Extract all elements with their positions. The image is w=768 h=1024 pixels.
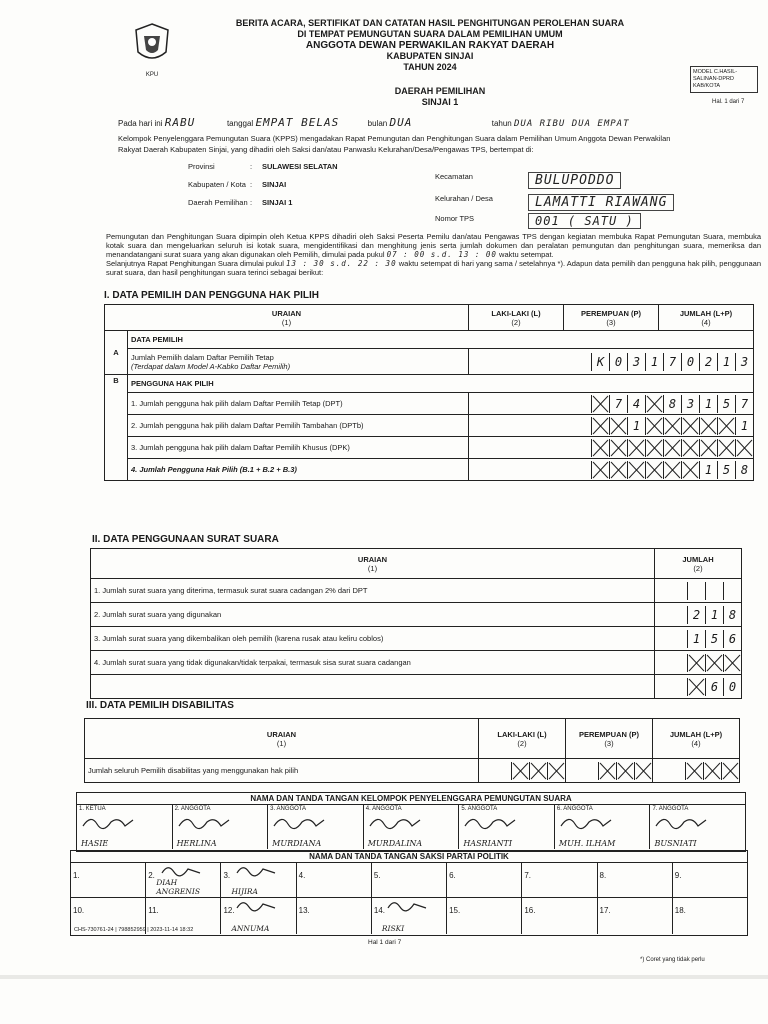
digit-cell: 7 xyxy=(663,353,681,371)
saksi-cell xyxy=(146,863,221,897)
s3-perempuan-values xyxy=(566,759,653,783)
saksi-number: 8. xyxy=(599,871,607,880)
kecamatan-label: Kecamatan xyxy=(435,172,473,181)
digit-cell: 2 xyxy=(687,606,705,624)
crossed-cell xyxy=(705,654,723,672)
saksi-cell xyxy=(673,863,747,897)
kpps-signature-block xyxy=(76,792,746,852)
crossed-cell xyxy=(591,461,609,479)
digit-cell: K xyxy=(591,353,609,371)
s2-row-4-values xyxy=(655,651,742,675)
procedure-p2-time: 13 : 30 s.d. 22 : 30 xyxy=(286,259,397,268)
digit-cell xyxy=(723,582,741,600)
procedure-p1-end: waktu setempat. xyxy=(499,250,554,259)
saksi-number: 18. xyxy=(674,906,686,915)
tps-label: Nomor TPS xyxy=(435,214,475,223)
digit-cell: 5 xyxy=(717,395,735,413)
crossed-cell xyxy=(681,417,699,435)
s2-row-2: 2. Jumlah surat suara yang digunakan xyxy=(91,603,655,627)
saksi-number: 5. xyxy=(373,871,381,880)
signature-mark xyxy=(366,812,457,834)
saksi-cell xyxy=(522,863,597,897)
s3-perempuan: PEREMPUAN (P) xyxy=(578,729,639,739)
title-line-5: TAHUN 2024 xyxy=(403,62,457,72)
digit-cell: 1 xyxy=(717,353,735,371)
dapil-title: DAERAH PEMILIHAN xyxy=(394,86,486,96)
procedure-text xyxy=(106,232,761,277)
date-label: tanggal xyxy=(226,119,254,128)
year-value: DUA RIBU DUA EMPAT xyxy=(513,119,630,129)
s1-b-row-1: 1. Jumlah pengguna hak pilih dalam Daftar Pemilih Tetap (DPT) xyxy=(128,393,469,415)
crossed-cell xyxy=(687,654,705,672)
kpps-member-role: 7. ANGGOTA xyxy=(652,806,689,812)
day-prefix: Pada hari ini xyxy=(118,119,163,128)
digit-cell xyxy=(705,582,723,600)
s3-jumlah-values xyxy=(653,759,740,783)
procedure-p2: Selanjutnya Rapat Penghitungan Suara dimulai pukul xyxy=(106,259,284,268)
s1-b-row-2-values xyxy=(469,415,754,437)
tps-value: 001 ( SATU ) xyxy=(528,213,641,229)
kpps-member-cell xyxy=(173,805,269,849)
crossed-cell xyxy=(681,461,699,479)
kpps-member-role: 5. ANGGOTA xyxy=(461,806,498,812)
day-value: RABU xyxy=(164,116,196,129)
kpps-member-cell xyxy=(459,805,555,849)
intro-line-2: Kelompok Penyelenggara Pemungutan Suara (KPPS) mengadakan Rapat Pemungutan dan Penghitungan Suara dalam Pemilihan Umum Anggota Dewan Perwakilan xyxy=(118,134,671,143)
saksi-name: ANNUMA xyxy=(231,924,270,933)
s1-a-row-label: Jumlah Pemilih dalam Daftar Pemilih Tetap xyxy=(131,352,274,362)
kpps-member-name: MURDIANA xyxy=(272,839,322,848)
kabupaten-label: Kabupaten / Kota xyxy=(188,180,246,189)
digit-cell: 5 xyxy=(705,630,723,648)
dapil-header xyxy=(370,86,510,108)
digit-cell: 3 xyxy=(681,395,699,413)
s1-a-title: DATA PEMILIH xyxy=(128,331,754,349)
saksi-number: 14. xyxy=(373,906,385,915)
s1-b-row-3-values xyxy=(469,437,754,459)
model-line-3: KAB/KOTA xyxy=(693,83,721,89)
procedure-p1: Pemungutan dan Penghitungan Suara dipimpin oleh Ketua KPPS dihadiri oleh Saksi Peserta Pemilu dan/atau Pengawas TPS dengan kegiatan membuka Rapat Pemungutan Suara, membuka kotak suara dan mengeluarkan seluruh isi kotak suara, mengidentifikasi dan menghitung jenis serta jumlah dokumen dan peralatan pemungutan dan penghitungan suara, memeriksa dan menandatangani surat suara yang akan digunakan oleh Pemilih, dimulai pada pukul xyxy=(106,232,761,259)
signature-mark xyxy=(233,863,283,882)
s1-b-row-4-values xyxy=(469,459,754,481)
kpu-logo xyxy=(132,22,172,78)
crossed-cell xyxy=(609,417,627,435)
digit-cell: 1 xyxy=(627,417,645,435)
digit-cell: 6 xyxy=(705,678,723,696)
s2-jumlah-header xyxy=(655,549,742,579)
s1-b-row-2: 2. Jumlah pengguna hak pilih dalam Daftar Pemilih Tambahan (DPTb) xyxy=(128,415,469,437)
procedure-p2-end: waktu setempat di hari yang sama / setelahnya *). Adapun data pemilih dan pengguna hak pilih, penggunaan surat suara, dan hasil penghitungan suara terinci sebagai berikut: xyxy=(106,259,761,277)
s1-perempuan-header xyxy=(564,305,659,331)
s1-jumlah: JUMLAH (L+P) xyxy=(679,308,733,318)
kecamatan-value: BULUPODDO xyxy=(528,172,621,189)
digit-cell: 1 xyxy=(735,417,753,435)
kelurahan-value: LAMATTI RIAWANG xyxy=(528,194,674,211)
crossed-cell xyxy=(547,762,565,780)
crossed-cell xyxy=(616,762,634,780)
model-line-2: SALINAN-DPRD xyxy=(693,76,734,82)
saksi-cell xyxy=(598,863,673,897)
s3-row: Jumlah seluruh Pemilih disabilitas yang menggunakan hak pilih xyxy=(85,759,479,783)
provinsi-value: SULAWESI SELATAN xyxy=(262,162,338,171)
kpps-member-cell xyxy=(555,805,651,849)
crossed-cell xyxy=(591,439,609,457)
saksi-number: 16. xyxy=(524,906,536,915)
crossed-cell xyxy=(598,762,616,780)
saksi-cell xyxy=(221,863,296,897)
crossed-cell xyxy=(663,461,681,479)
crossed-cell xyxy=(699,417,717,435)
crossed-cell xyxy=(645,395,663,413)
saksi-name: HIJIRA xyxy=(231,887,258,896)
saksi-number: 1. xyxy=(73,871,80,880)
crossed-cell xyxy=(609,461,627,479)
colon: : xyxy=(250,198,253,207)
s3-uraian: URAIAN xyxy=(266,729,297,739)
s2-uraian-header xyxy=(91,549,655,579)
digit-cell: 1 xyxy=(699,395,717,413)
digit-cell: 0 xyxy=(681,353,699,371)
dapil-label: Daerah Pemilihan xyxy=(188,198,248,207)
dapil-value: SINJAI 1 xyxy=(421,97,459,107)
signature-mark xyxy=(175,812,266,834)
digit-cell: 4 xyxy=(627,395,645,413)
section-3-table xyxy=(84,718,740,783)
s1-b-row-4: 4. Jumlah Pengguna Hak Pilih (B.1 + B.2 + B.3) xyxy=(128,459,469,481)
saksi-cell xyxy=(673,898,747,934)
crossed-cell xyxy=(681,439,699,457)
crossed-cell xyxy=(627,439,645,457)
saksi-signature-block xyxy=(70,850,748,936)
title-line-4: KABUPATEN SINJAI xyxy=(386,51,474,61)
crossed-cell xyxy=(645,417,663,435)
saksi-number: 11. xyxy=(148,906,159,915)
kelurahan-label: Kelurahan / Desa xyxy=(435,194,493,203)
s3-laki-header xyxy=(479,719,566,759)
saksi-number: 3. xyxy=(223,871,231,880)
crossed-cell xyxy=(645,439,663,457)
kpps-member-name: BUSNIATI xyxy=(654,839,697,848)
s1-uraian-header xyxy=(105,305,469,331)
kpps-member-name: MUH. ILHAM xyxy=(558,839,616,848)
digit-cell: 8 xyxy=(723,606,741,624)
kpps-member-cell xyxy=(364,805,460,849)
saksi-cell xyxy=(221,898,296,934)
s3-uraian-header xyxy=(85,719,479,759)
digit-cell: 5 xyxy=(717,461,735,479)
signature-mark xyxy=(233,898,283,917)
s2-row-2-values xyxy=(655,603,742,627)
saksi-number: 13. xyxy=(298,906,310,915)
s3-jumlah: JUMLAH (L+P) xyxy=(669,729,723,739)
crossed-cell xyxy=(645,461,663,479)
s3-perempuan-n: (3) xyxy=(604,738,614,748)
digit-cell: 0 xyxy=(723,678,741,696)
s1-a-values xyxy=(469,349,754,375)
saksi-cell xyxy=(71,863,146,897)
saksi-cell xyxy=(598,898,673,934)
kpps-member-role: 3. ANGGOTA xyxy=(270,806,307,812)
section-2-title: II. DATA PENGGUNAAN SURAT SUARA xyxy=(92,534,279,545)
kabupaten-value: SINJAI xyxy=(262,180,287,189)
intro-line-1 xyxy=(118,116,758,129)
s2-row-5 xyxy=(91,675,655,699)
colon: : xyxy=(250,162,253,171)
crossed-cell xyxy=(663,439,681,457)
kpps-member-name: HERLINA xyxy=(176,839,217,848)
kpps-member-cell xyxy=(650,805,745,849)
title-line-1: BERITA ACARA, SERTIFIKAT DAN CATATAN HASIL PENGHITUNGAN PEROLEHAN SUARA xyxy=(235,18,625,28)
s3-jumlah-header xyxy=(653,719,740,759)
digit-cell: 7 xyxy=(609,395,627,413)
s3-jumlah-n: (4) xyxy=(691,738,701,748)
crossed-cell xyxy=(609,439,627,457)
kpps-member-role: 1. KETUA xyxy=(79,806,106,812)
s1-b-row-1-values xyxy=(469,393,754,415)
s1-perempuan-n: (3) xyxy=(606,317,616,327)
kpps-title: NAMA DAN TANDA TANGAN KELOMPOK PENYELENGGARA PEMUNGUTAN SUARA xyxy=(77,793,745,805)
signature-mark xyxy=(79,812,170,834)
model-line-1: MODEL C.HASIL- xyxy=(693,69,738,75)
saksi-number: 7. xyxy=(524,871,531,880)
provinsi-label: Provinsi xyxy=(188,162,215,171)
signature-mark xyxy=(384,898,434,917)
s1-b-title: PENGGUNA HAK PILIH xyxy=(128,375,754,393)
month-value: DUA xyxy=(389,116,413,129)
digit-cell: 7 xyxy=(735,395,753,413)
saksi-number: 2. xyxy=(148,871,155,880)
s2-uraian: URAIAN xyxy=(357,554,388,564)
digit-cell: 3 xyxy=(735,353,753,371)
saksi-number: 6. xyxy=(449,871,456,880)
saksi-cell xyxy=(447,898,522,934)
digit-cell: 8 xyxy=(735,461,753,479)
s2-row-1: 1. Jumlah surat suara yang diterima, termasuk surat suara cadangan 2% dari DPT xyxy=(91,579,655,603)
page-ref: Hal. 1 dari 7 xyxy=(712,99,745,105)
signature-mark xyxy=(557,812,648,834)
crossed-cell xyxy=(529,762,547,780)
s1-b-row-3: 3. Jumlah pengguna hak pilih dalam Daftar Pemilih Khusus (DPK) xyxy=(128,437,469,459)
s2-row-1-values xyxy=(655,579,742,603)
kpps-member-name: MURDALINA xyxy=(367,839,423,848)
digit-cell: 1 xyxy=(699,461,717,479)
crossed-cell xyxy=(721,762,739,780)
s1-jumlah-header xyxy=(659,305,754,331)
s3-perempuan-header xyxy=(566,719,653,759)
section-2-table xyxy=(90,548,742,699)
crossed-cell xyxy=(717,417,735,435)
s2-col1: (1) xyxy=(367,563,378,573)
kpps-member-cell xyxy=(77,805,173,849)
document-title xyxy=(200,18,660,73)
kpps-member-role: 2. ANGGOTA xyxy=(174,806,211,812)
colon: : xyxy=(250,180,253,189)
date-value: EMPAT BELAS xyxy=(255,116,340,129)
crossed-cell xyxy=(591,395,609,413)
s3-laki-n: (2) xyxy=(517,738,527,748)
saksi-cell xyxy=(297,898,372,934)
crossed-cell xyxy=(591,417,609,435)
digit-cell: 1 xyxy=(705,606,723,624)
month-label: bulan xyxy=(367,119,388,128)
title-line-3: ANGGOTA DEWAN PERWAKILAN RAKYAT DAERAH xyxy=(305,40,555,51)
digit-cell: 1 xyxy=(645,353,663,371)
s1-uraian: URAIAN xyxy=(271,308,302,318)
s1-col1: (1) xyxy=(281,317,292,327)
signature-mark xyxy=(461,812,552,834)
saksi-number: 4. xyxy=(298,871,306,880)
model-box xyxy=(690,66,758,93)
saksi-name: RISKI xyxy=(381,924,405,933)
saksi-cell xyxy=(522,898,597,934)
logo-caption: KPU xyxy=(145,72,159,78)
s2-jumlah: JUMLAH xyxy=(682,554,714,564)
footer-note: *) Coret yang tidak perlu xyxy=(640,957,705,963)
digit-cell: 3 xyxy=(627,353,645,371)
crossed-cell xyxy=(663,417,681,435)
intro-line-3: Rakyat Daerah Kabupaten Sinjai, yang dihadiri oleh Saksi dan/atau Panwaslu Kelurahan/Desa/Pengawas TPS, bertempat di: xyxy=(118,145,534,154)
s1-perempuan: PEREMPUAN (P) xyxy=(580,308,641,318)
section-1-table xyxy=(104,304,754,481)
s1-jumlah-n: (4) xyxy=(701,317,711,327)
crossed-cell xyxy=(634,762,652,780)
s3-laki: LAKI-LAKI (L) xyxy=(497,729,547,739)
footer-page: Hal 1 dari 7 xyxy=(368,939,402,946)
s2-row-3-values xyxy=(655,627,742,651)
digit-cell xyxy=(687,582,705,600)
s1-a-row xyxy=(128,349,469,375)
saksi-name: DIAH ANGRENIS xyxy=(156,878,200,896)
title-line-2: DI TEMPAT PEMUNGUTAN SUARA DALAM PEMILIHAN UMUM xyxy=(297,29,563,39)
saksi-cell xyxy=(372,863,447,897)
kpps-member-role: 6. ANGGOTA xyxy=(556,806,593,812)
crossed-cell xyxy=(685,762,703,780)
saksi-cell xyxy=(447,863,522,897)
saksi-number: 10. xyxy=(73,906,85,915)
digit-cell: 6 xyxy=(723,630,741,648)
digit-cell: 0 xyxy=(609,353,627,371)
crossed-cell xyxy=(699,439,717,457)
saksi-cell xyxy=(297,863,372,897)
kpps-member-name: HASRIANTI xyxy=(463,839,513,848)
s1-a-label: A xyxy=(105,331,128,375)
s2-row-5-values xyxy=(655,675,742,699)
signature-mark xyxy=(652,812,743,834)
s1-laki-header xyxy=(469,305,564,331)
s1-b-label: B xyxy=(105,375,128,481)
dapil-loc-value: SINJAI 1 xyxy=(262,198,293,207)
s3-col1: (1) xyxy=(276,738,287,748)
kpps-member-name: HASIE xyxy=(81,839,109,848)
crossed-cell xyxy=(735,439,753,457)
s2-row-3: 3. Jumlah surat suara yang dikembalikan oleh pemilih (karena rusak atau keliru coblos) xyxy=(91,627,655,651)
crossed-cell xyxy=(723,654,741,672)
crossed-cell xyxy=(511,762,529,780)
digit-cell: 2 xyxy=(699,353,717,371)
saksi-number: 9. xyxy=(674,871,682,880)
signature-mark xyxy=(270,812,361,834)
year-label: tahun xyxy=(491,119,512,128)
s1-laki-n: (2) xyxy=(511,317,521,327)
s3-laki-values xyxy=(479,759,566,783)
kpps-member-role: 4. ANGGOTA xyxy=(365,806,402,812)
crossed-cell xyxy=(703,762,721,780)
section-3-title: III. DATA PEMILIH DISABILITAS xyxy=(86,700,234,711)
footer-code: CHS-730761-24 | 798852959 | 2023-11-14 18:32 xyxy=(74,927,194,933)
section-1-title: I. DATA PEMILIH DAN PENGGUNA HAK PILIH xyxy=(104,290,319,301)
crossed-cell xyxy=(627,461,645,479)
saksi-title: NAMA DAN TANDA TANGAN SAKSI PARTAI POLITIK xyxy=(71,851,747,863)
scan-edge xyxy=(0,975,768,979)
digit-cell: 1 xyxy=(687,630,705,648)
saksi-number: 12. xyxy=(223,906,235,915)
s2-row-4: 4. Jumlah surat suara yang tidak digunakan/tidak terpakai, termasuk sisa surat suara cadangan xyxy=(91,651,655,675)
s2-jumlah-n: (2) xyxy=(693,563,703,573)
digit-cell: 8 xyxy=(663,395,681,413)
procedure-p1-time: 07 : 00 s.d. 13 : 00 xyxy=(386,250,497,259)
saksi-cell xyxy=(372,898,447,934)
kpps-member-cell xyxy=(268,805,364,849)
s1-laki: LAKI-LAKI (L) xyxy=(491,308,541,318)
crossed-cell xyxy=(687,678,705,696)
s1-a-row-note: (Terdapat dalam Model A-Kabko Daftar Pemilih) xyxy=(131,361,291,371)
saksi-number: 17. xyxy=(599,906,611,915)
crossed-cell xyxy=(717,439,735,457)
saksi-number: 15. xyxy=(449,906,461,915)
